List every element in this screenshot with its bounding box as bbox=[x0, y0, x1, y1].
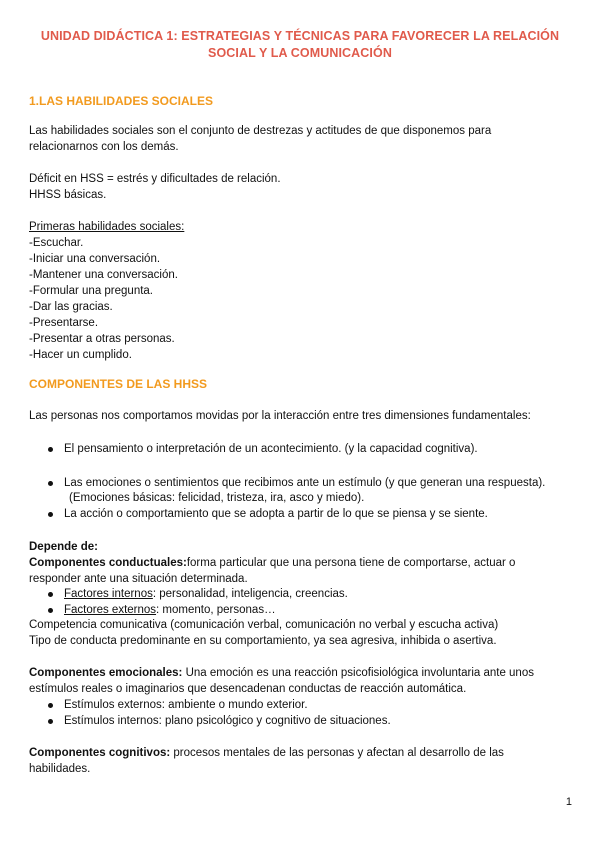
bullet-dot-icon bbox=[48, 719, 53, 724]
componentes-intro: Las personas nos comportamos movidas por la interacción entre tres dimensiones fundamentales: bbox=[29, 410, 531, 422]
estimulos-externos-item: Estímulos externos: ambiente o mundo exterior. bbox=[64, 699, 308, 711]
emocionales-paragraph bbox=[29, 665, 534, 681]
factores-internos-item bbox=[64, 586, 348, 602]
conductuales-text: forma particular que una persona tiene de comportarse, actuar o bbox=[186, 557, 516, 569]
cognitivos-line-2: habilidades. bbox=[29, 763, 91, 775]
factores-externos-label: Factores externos bbox=[64, 604, 157, 616]
primeras-heading: Primeras habilidades sociales: bbox=[29, 221, 185, 233]
emocionales-label: Componentes emocionales: bbox=[29, 667, 183, 679]
list-item: -Presentar a otras personas. bbox=[29, 333, 175, 345]
tipo-conducta-text: Tipo de conducta predominante en su comportamiento, ya sea agresiva, inhibida o asertiva. bbox=[29, 635, 497, 647]
estimulos-internos-item: Estímulos internos: plano psicológico y cognitivo de situaciones. bbox=[64, 715, 391, 727]
factores-internos-text: : personalidad, inteligencia, creencias. bbox=[152, 588, 348, 600]
section-heading-componentes: COMPONENTES DE LAS HHSS bbox=[29, 377, 208, 391]
cognitivos-paragraph bbox=[29, 745, 504, 761]
list-item: -Escuchar. bbox=[29, 237, 84, 249]
list-item: -Presentarse. bbox=[29, 317, 99, 329]
bullet-dot-icon bbox=[48, 592, 53, 597]
bullet-dot-icon bbox=[48, 608, 53, 613]
factores-externos-text: : momento, personas… bbox=[156, 604, 276, 616]
list-item: -Hacer un cumplido. bbox=[29, 349, 132, 361]
bullet-dot-icon bbox=[48, 512, 53, 517]
intro-line-1: Las habilidades sociales son el conjunto de destrezas y actitudes de que disponemos para bbox=[29, 125, 492, 137]
bullet-dot-icon bbox=[48, 447, 53, 452]
conductuales-label: Componentes conductuales: bbox=[29, 557, 187, 569]
hhss-basicas: HHSS básicas. bbox=[29, 189, 107, 201]
intro-line-2: relacionarnos con los demás. bbox=[29, 141, 179, 153]
conductuales-paragraph bbox=[29, 555, 515, 571]
emocionales-line-2: estímulos reales o imaginarios que desencadenan conductas de reacción automática. bbox=[29, 683, 467, 695]
bullet-dot-icon bbox=[48, 703, 53, 708]
cognitivos-label: Componentes cognitivos: bbox=[29, 747, 171, 759]
cognitivos-text: procesos mentales de las personas y afectan al desarrollo de las bbox=[170, 747, 504, 759]
bullet-accion: La acción o comportamiento que se adopta a partir de lo que se piensa y se siente. bbox=[64, 508, 488, 520]
conductuales-line-2: responder ante una situación determinada. bbox=[29, 573, 248, 585]
page-number: 1 bbox=[565, 796, 572, 808]
list-item: -Iniciar una conversación. bbox=[29, 253, 161, 265]
bullet-emociones: Las emociones o sentimientos que recibimos ante un estímulo (y que generan una respuesta). bbox=[64, 477, 546, 489]
bullet-pensamiento: El pensamiento o interpretación de un acontecimiento. (y la capacidad cognitiva). bbox=[64, 443, 478, 455]
bullet-emociones-cont: (Emociones básicas: felicidad, tristeza, ira, asco y miedo). bbox=[69, 492, 365, 504]
page-title bbox=[20, 28, 580, 62]
factores-internos-label: Factores internos bbox=[64, 588, 153, 600]
competencia-text: Competencia comunicativa (comunicación verbal, comunicación no verbal y escucha activa) bbox=[29, 619, 499, 631]
depende-heading: Depende de: bbox=[29, 541, 99, 553]
list-item: -Mantener una conversación. bbox=[29, 269, 178, 281]
bullet-dot-icon bbox=[48, 481, 53, 486]
list-item: -Dar las gracias. bbox=[29, 301, 113, 313]
emocionales-text: Una emoción es una reacción psicofisiológica involuntaria ante unos bbox=[182, 667, 534, 679]
title-line-1: UNIDAD DIDÁCTICA 1: ESTRATEGIAS Y TÉCNICAS PARA FAVORECER LA RELACIÓN bbox=[40, 29, 560, 43]
deficit-text: Déficit en HSS = estrés y dificultades de relación. bbox=[29, 173, 281, 185]
list-item: -Formular una pregunta. bbox=[29, 285, 154, 297]
title-line-2: SOCIAL Y LA COMUNICACIÓN bbox=[208, 46, 392, 60]
factores-externos-item bbox=[64, 602, 276, 618]
section-heading-habilidades: 1.LAS HABILIDADES SOCIALES bbox=[29, 94, 214, 108]
